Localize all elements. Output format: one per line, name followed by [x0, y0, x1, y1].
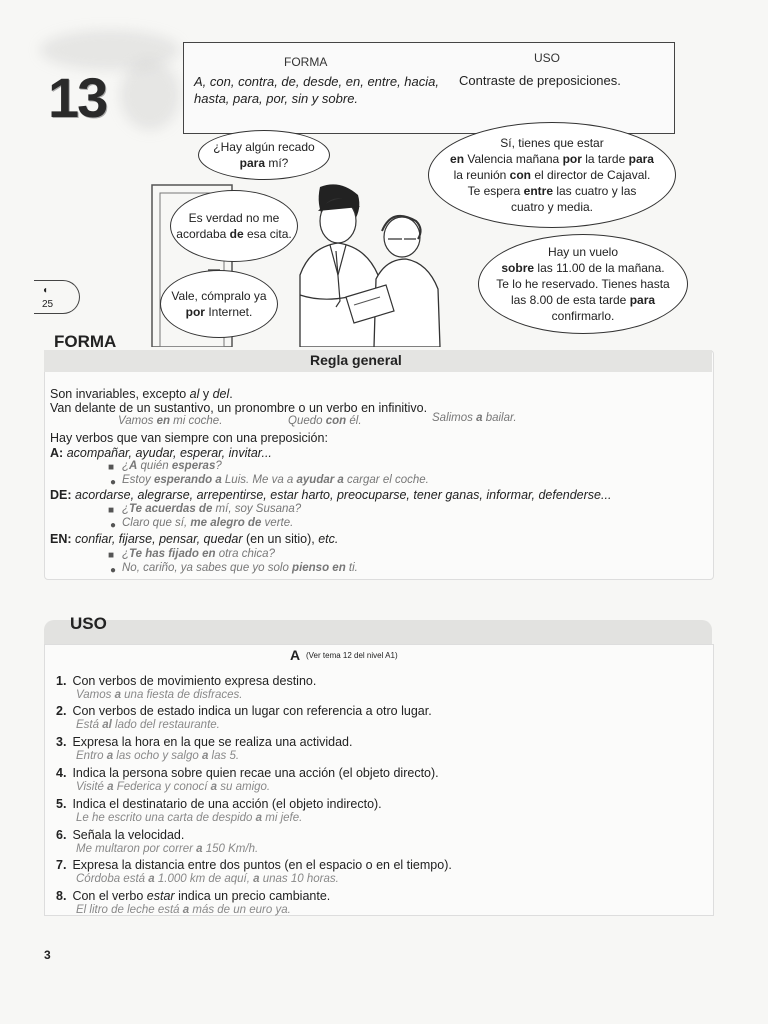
item-number: 6.	[56, 828, 67, 842]
ex-text: bailar.	[482, 412, 517, 424]
ex-prep: ayudar a	[296, 474, 344, 486]
en-example-2	[122, 562, 358, 574]
item-number: 4.	[56, 766, 67, 780]
bubble-text: Valencia mañana	[464, 152, 563, 166]
text: (en un sitio),	[242, 532, 319, 546]
ex-text: mi coche.	[169, 415, 223, 427]
ex-text: mí, soy Susana?	[212, 503, 302, 515]
square-bullet-icon: ■	[108, 550, 115, 561]
item-number: 2.	[56, 704, 67, 718]
uso-example-4	[76, 781, 270, 793]
bubble-prep: para	[629, 293, 656, 307]
bubble-line: Sí, tienes que estar	[500, 136, 604, 150]
header-uso-label: USO	[534, 51, 561, 65]
ex-text: verte.	[261, 517, 294, 529]
ex-text: mi jefe.	[262, 812, 303, 824]
item-text: Señala la velocidad.	[72, 828, 185, 842]
header-uso-text: Contraste de preposiciones.	[459, 73, 621, 88]
bubble-line	[501, 260, 664, 276]
ex-prep: a	[148, 873, 155, 885]
bubble-prep: en	[450, 152, 465, 166]
text: y	[199, 387, 213, 401]
bubble-prep: de	[229, 227, 244, 241]
text-em: al	[189, 387, 200, 401]
ex-text: ?	[215, 460, 222, 472]
unit-number: 13	[48, 66, 107, 129]
header-box	[183, 42, 675, 134]
speech-bubble-5	[478, 234, 688, 334]
uso-subsection-note: (Ver tema 12 del nivel A1)	[306, 651, 398, 660]
bubble-text: Es verdad no me acordaba	[176, 211, 280, 241]
ex-text: No, cariño, ya sabes que yo solo	[122, 562, 293, 574]
uso-example-7	[76, 873, 339, 885]
square-bullet-icon: ■	[108, 462, 115, 473]
item-text: Expresa la distancia entre dos puntos (en el espacio o en el tiempo).	[72, 858, 452, 872]
bubble-text: Te espera	[467, 184, 524, 198]
uso-section-title: USO	[70, 614, 107, 633]
item-number: 3.	[56, 735, 67, 749]
ex-prep: Te acuerdas de	[129, 503, 213, 515]
bubble-prep: para	[239, 156, 265, 170]
ex-prep: a	[255, 812, 263, 824]
ex-prep: me alegro de	[190, 517, 262, 529]
ex-text: él.	[346, 415, 362, 427]
ex-text: El litro de leche está	[76, 904, 183, 916]
a-example-2	[122, 474, 429, 486]
ex-text: ¿	[122, 548, 130, 560]
bubble-text: Vale, cómpralo ya	[171, 289, 267, 303]
uso-example-6	[76, 843, 258, 855]
round-bullet-icon: ●	[110, 520, 117, 531]
uso-example-8	[76, 904, 291, 916]
ex-text: ¿	[122, 503, 130, 515]
ex-text: las 5.	[208, 750, 240, 762]
bubble-line: cuatro y media.	[510, 200, 594, 214]
header-forma-text: A, con, contra, de, desde, en, entre, hacia, hasta, para, por, sin y sobre.	[194, 74, 439, 106]
uso-item-2	[56, 704, 432, 718]
uso-item-7	[56, 858, 452, 872]
ex-text: ¿	[122, 460, 130, 472]
uso-item-8	[56, 889, 330, 903]
forma-example-1	[118, 415, 222, 427]
bubble-line: confirmarlo.	[551, 309, 615, 323]
audio-track-number: 25	[42, 299, 54, 310]
a-example-1	[122, 460, 222, 472]
bubble-prep: por	[562, 152, 582, 166]
ex-text: 150 Km/h.	[202, 843, 259, 855]
forma-section-title: FORMA	[54, 332, 117, 351]
ex-text: quién	[137, 460, 172, 472]
uso-item-3	[56, 735, 352, 749]
uso-example-2	[76, 719, 220, 731]
item-text: Con verbos de estado indica un lugar con referencia a otro lugar.	[72, 704, 432, 718]
bubble-prep: entre	[523, 184, 553, 198]
round-bullet-icon: ●	[110, 477, 117, 488]
uso-item-1	[56, 674, 316, 688]
de-example-1	[122, 503, 301, 515]
item-text: Con el verbo	[72, 889, 147, 903]
bubble-text: las 8.00 de esta tarde	[510, 293, 630, 307]
forma-example-2	[288, 415, 362, 427]
ex-text: Federica y conocí	[113, 781, 211, 793]
ex-text: otra chica?	[215, 548, 275, 560]
ex-text: unas 10 horas.	[259, 873, 339, 885]
bubble-line: Hay un vuelo	[547, 245, 619, 259]
ex-prep: a	[210, 781, 218, 793]
ex-text: Salimos	[432, 412, 477, 424]
ex-text: Luis. Me va a	[221, 474, 297, 486]
bubble-prep: sobre	[501, 261, 535, 275]
text-em: del	[212, 387, 230, 401]
ex-prep: A	[129, 460, 138, 472]
ex-text: más de un euro ya.	[189, 904, 291, 916]
verb-group-label: A:	[50, 446, 64, 460]
ex-prep: a	[182, 904, 190, 916]
speech-bubble-2	[170, 190, 298, 262]
bubble-line	[511, 292, 655, 308]
bubble-line	[468, 183, 637, 199]
ex-text: ti.	[345, 562, 358, 574]
ex-text: Vamos	[118, 415, 157, 427]
ex-text: Estoy	[122, 474, 154, 486]
page-footer-glyph: 3	[44, 948, 51, 962]
item-text: Con verbos de movimiento expresa destino.	[72, 674, 317, 688]
ex-prep: pienso en	[292, 562, 346, 574]
audio-icon: ◖	[42, 285, 49, 296]
ex-text: Claro que sí,	[122, 517, 191, 529]
item-number: 7.	[56, 858, 67, 872]
bubble-prep: con	[509, 168, 531, 182]
ex-text: Visité	[76, 781, 108, 793]
uso-item-4	[56, 766, 439, 780]
bubble-text: la tarde	[581, 152, 629, 166]
ex-text: las ocho y salgo	[113, 750, 202, 762]
item-number: 5.	[56, 797, 67, 811]
ex-prep: a	[476, 412, 483, 424]
ex-text: Vamos	[76, 689, 115, 701]
verb-list: acompañar, ayudar, esperar, invitar...	[66, 446, 272, 460]
ex-text: cargar el coche.	[343, 474, 429, 486]
uso-item-6	[56, 828, 184, 842]
speech-bubble-4	[428, 122, 676, 228]
ex-prep: con	[325, 415, 347, 427]
de-example-2	[122, 517, 293, 529]
forma-line-3: Hay verbos que van siempre con una preposición:	[50, 431, 328, 445]
ex-prep: a	[114, 689, 121, 701]
bubble-prep: por	[185, 305, 205, 319]
ex-prep: esperas	[171, 460, 216, 472]
uso-item-5	[56, 797, 382, 811]
text-em: etc.	[318, 532, 339, 546]
item-number: 8.	[56, 889, 67, 903]
speech-bubble-3	[160, 270, 278, 338]
text: .	[229, 387, 233, 401]
ex-prep: a	[196, 843, 203, 855]
verb-group-a	[50, 446, 272, 460]
ex-text: Córdoba está	[76, 873, 149, 885]
ex-text: Está	[76, 719, 103, 731]
bubble-text: Internet.	[204, 305, 253, 319]
ex-text: una fiesta de disfraces.	[120, 689, 243, 701]
en-example-1	[122, 548, 275, 560]
item-text: Indica el destinatario de una acción (el objeto indirecto).	[72, 797, 382, 811]
ex-text: Le he escrito una carta de despido	[76, 812, 256, 824]
bubble-text: esa cita.	[243, 227, 292, 241]
bubble-text: la reunión	[453, 168, 510, 182]
uso-subsection-title: A	[290, 647, 301, 663]
bubble-text: ¿Hay algún recado	[213, 140, 315, 154]
verb-group-de	[50, 488, 611, 502]
ex-prep: a	[253, 873, 260, 885]
bubble-text: las 11.00 de la mañana.	[534, 261, 665, 275]
verb-group-en	[50, 532, 338, 546]
rule-title: Regla general	[310, 352, 402, 368]
forma-line-1	[50, 387, 233, 401]
bubble-line	[450, 151, 654, 167]
forma-line-2: Van delante de un sustantivo, un pronombre o un verbo en infinitivo.	[50, 401, 428, 415]
ex-text: su amigo.	[217, 781, 271, 793]
text: Son invariables, excepto	[50, 387, 190, 401]
bubble-text: las cuatro y las	[553, 184, 637, 198]
header-forma-label: FORMA	[284, 55, 328, 69]
square-bullet-icon: ■	[108, 505, 115, 516]
bubble-text: el director de Cajaval.	[531, 168, 651, 182]
audio-track-marker	[34, 280, 80, 314]
verb-list: acordarse, alegrarse, arrepentirse, estar harto, preocuparse, tener ganas, informar, defenderse...	[75, 488, 612, 502]
verb-group-label: DE:	[50, 488, 72, 502]
ex-text: Me multaron por correr	[76, 843, 197, 855]
item-number: 1.	[56, 674, 67, 688]
uso-band	[44, 620, 712, 644]
bubble-text: mí?	[265, 156, 289, 170]
ex-prep: Te has fijado en	[129, 548, 216, 560]
bubble-line	[454, 167, 651, 183]
uso-example-5	[76, 812, 302, 824]
ex-text: 1.000 km de aquí,	[154, 873, 254, 885]
ex-text: Quedo	[288, 415, 326, 427]
item-text: Indica la persona sobre quien recae una acción (el objeto directo).	[72, 766, 439, 780]
item-text: Expresa la hora en la que se realiza una actividad.	[72, 735, 353, 749]
ex-text: lado del restaurante.	[111, 719, 220, 731]
bubble-line: Te lo he reservado. Tienes hasta	[496, 277, 670, 291]
ex-prep: a	[107, 781, 114, 793]
ex-prep: esperando a	[153, 474, 222, 486]
ex-prep: a	[106, 750, 114, 762]
verb-group-label: EN:	[50, 532, 72, 546]
uso-example-3	[76, 750, 239, 762]
bubble-prep: para	[628, 152, 654, 166]
verb-list: confiar, fijarse, pensar, quedar	[75, 532, 243, 546]
ex-prep: al	[102, 719, 112, 731]
ex-prep: en	[156, 415, 170, 427]
uso-example-1	[76, 689, 242, 701]
ex-text: Entro	[76, 750, 107, 762]
round-bullet-icon: ●	[110, 565, 117, 576]
item-text: indica un precio cambiante.	[174, 889, 331, 903]
ex-prep: a	[201, 750, 209, 762]
speech-bubble-1	[198, 130, 330, 180]
item-text-em: estar	[146, 889, 175, 903]
forma-example-3	[432, 412, 517, 424]
